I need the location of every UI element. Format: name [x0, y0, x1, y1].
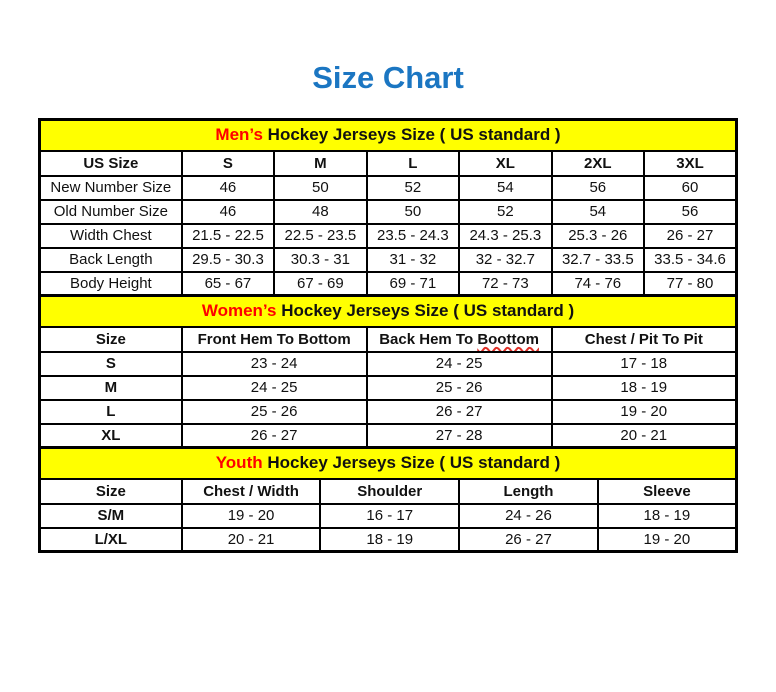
size-value-cell: 60 [644, 176, 736, 200]
column-header: Sleeve [598, 479, 737, 504]
size-value-cell: 26 - 27 [182, 424, 367, 448]
section-banner-rest: Hockey Jerseys Size ( US standard ) [276, 301, 575, 321]
page-title: Size Chart [312, 60, 464, 95]
column-header: XL [459, 151, 551, 176]
size-value-cell: 24 - 26 [459, 504, 598, 528]
size-value-cell: 23.5 - 24.3 [367, 224, 459, 248]
table-row [40, 176, 737, 200]
column-header: Length [459, 479, 598, 504]
size-value-cell: 29.5 - 30.3 [182, 248, 274, 272]
size-value-cell: 16 - 17 [320, 504, 459, 528]
table-row [40, 272, 737, 296]
size-value-cell: 46 [182, 200, 274, 224]
size-value-cell: 67 - 69 [274, 272, 366, 296]
size-value-cell: 56 [644, 200, 736, 224]
table-row [40, 424, 737, 448]
size-value-cell: 22.5 - 23.5 [274, 224, 366, 248]
row-label: S [40, 352, 182, 376]
column-header: M [274, 151, 366, 176]
row-label: Body Height [40, 272, 182, 296]
column-header-row [40, 327, 737, 352]
section-banner-red-word: Women’s [201, 301, 277, 321]
size-value-cell: 20 - 21 [182, 528, 321, 552]
section-banner-row [40, 120, 737, 151]
section-banner [40, 120, 737, 151]
size-value-cell: 72 - 73 [459, 272, 551, 296]
section-banner [40, 296, 737, 327]
size-value-cell: 46 [182, 176, 274, 200]
size-value-cell: 20 - 21 [552, 424, 737, 448]
row-label: M [40, 376, 182, 400]
size-value-cell: 24 - 25 [182, 376, 367, 400]
column-header: Size [40, 327, 182, 352]
size-value-cell: 52 [459, 200, 551, 224]
section-banner-red-word: Youth [215, 453, 263, 473]
size-value-cell: 54 [552, 200, 644, 224]
column-header-row [40, 151, 737, 176]
table-row [40, 504, 737, 528]
youth-size-table [38, 446, 738, 553]
size-value-cell: 21.5 - 22.5 [182, 224, 274, 248]
row-label: New Number Size [40, 176, 182, 200]
size-value-cell: 69 - 71 [367, 272, 459, 296]
size-value-cell: 26 - 27 [644, 224, 736, 248]
size-value-cell: 48 [274, 200, 366, 224]
size-value-cell: 18 - 19 [320, 528, 459, 552]
size-value-cell: 30.3 - 31 [274, 248, 366, 272]
table-row [40, 248, 737, 272]
size-value-cell: 33.5 - 34.6 [644, 248, 736, 272]
size-value-cell: 31 - 32 [367, 248, 459, 272]
column-header: Shoulder [320, 479, 459, 504]
size-value-cell: 24 - 25 [367, 352, 552, 376]
womens-size-table [38, 294, 738, 449]
table-row [40, 376, 737, 400]
misspelled-word: Boottom [477, 330, 539, 348]
size-value-cell: 54 [459, 176, 551, 200]
column-header: L [367, 151, 459, 176]
row-label: Old Number Size [40, 200, 182, 224]
size-value-cell: 50 [274, 176, 366, 200]
column-header: Size [40, 479, 182, 504]
size-value-cell: 74 - 76 [552, 272, 644, 296]
section-banner-row [40, 448, 737, 479]
size-value-cell: 27 - 28 [367, 424, 552, 448]
size-value-cell: 19 - 20 [182, 504, 321, 528]
row-label: S/M [40, 504, 182, 528]
column-header: Chest / Width [182, 479, 321, 504]
section-banner-rest: Hockey Jerseys Size ( US standard ) [262, 125, 561, 145]
column-header: S [182, 151, 274, 176]
table-row [40, 200, 737, 224]
column-header-row [40, 479, 737, 504]
size-value-cell: 32 - 32.7 [459, 248, 551, 272]
size-value-cell: 26 - 27 [367, 400, 552, 424]
section-banner [40, 448, 737, 479]
size-value-cell: 25.3 - 26 [552, 224, 644, 248]
size-value-cell: 52 [367, 176, 459, 200]
table-row [40, 352, 737, 376]
size-value-cell: 17 - 18 [552, 352, 737, 376]
size-value-cell: 50 [367, 200, 459, 224]
row-label: L/XL [40, 528, 182, 552]
column-header: US Size [40, 151, 182, 176]
table-row [40, 528, 737, 552]
size-value-cell: 32.7 - 33.5 [552, 248, 644, 272]
size-value-cell: 19 - 20 [598, 528, 737, 552]
row-label: L [40, 400, 182, 424]
size-value-cell: 26 - 27 [459, 528, 598, 552]
size-value-cell: 18 - 19 [552, 376, 737, 400]
column-header: 2XL [552, 151, 644, 176]
column-header: Front Hem To Bottom [182, 327, 367, 352]
size-value-cell: 24.3 - 25.3 [459, 224, 551, 248]
size-value-cell: 25 - 26 [367, 376, 552, 400]
size-value-cell: 25 - 26 [182, 400, 367, 424]
size-value-cell: 56 [552, 176, 644, 200]
row-label: XL [40, 424, 182, 448]
mens-size-table [38, 118, 738, 297]
table-row [40, 400, 737, 424]
size-value-cell: 77 - 80 [644, 272, 736, 296]
column-header: Back Hem To Boottom [367, 327, 552, 352]
size-value-cell: 23 - 24 [182, 352, 367, 376]
column-header: 3XL [644, 151, 736, 176]
column-header: Chest / Pit To Pit [552, 327, 737, 352]
table-row [40, 224, 737, 248]
section-banner-row [40, 296, 737, 327]
size-value-cell: 18 - 19 [598, 504, 737, 528]
size-value-cell: 19 - 20 [552, 400, 737, 424]
size-tables-stack [38, 118, 738, 553]
row-label: Width Chest [40, 224, 182, 248]
row-label: Back Length [40, 248, 182, 272]
section-banner-red-word: Men’s [215, 125, 263, 145]
size-value-cell: 65 - 67 [182, 272, 274, 296]
section-banner-rest: Hockey Jerseys Size ( US standard ) [262, 453, 561, 473]
